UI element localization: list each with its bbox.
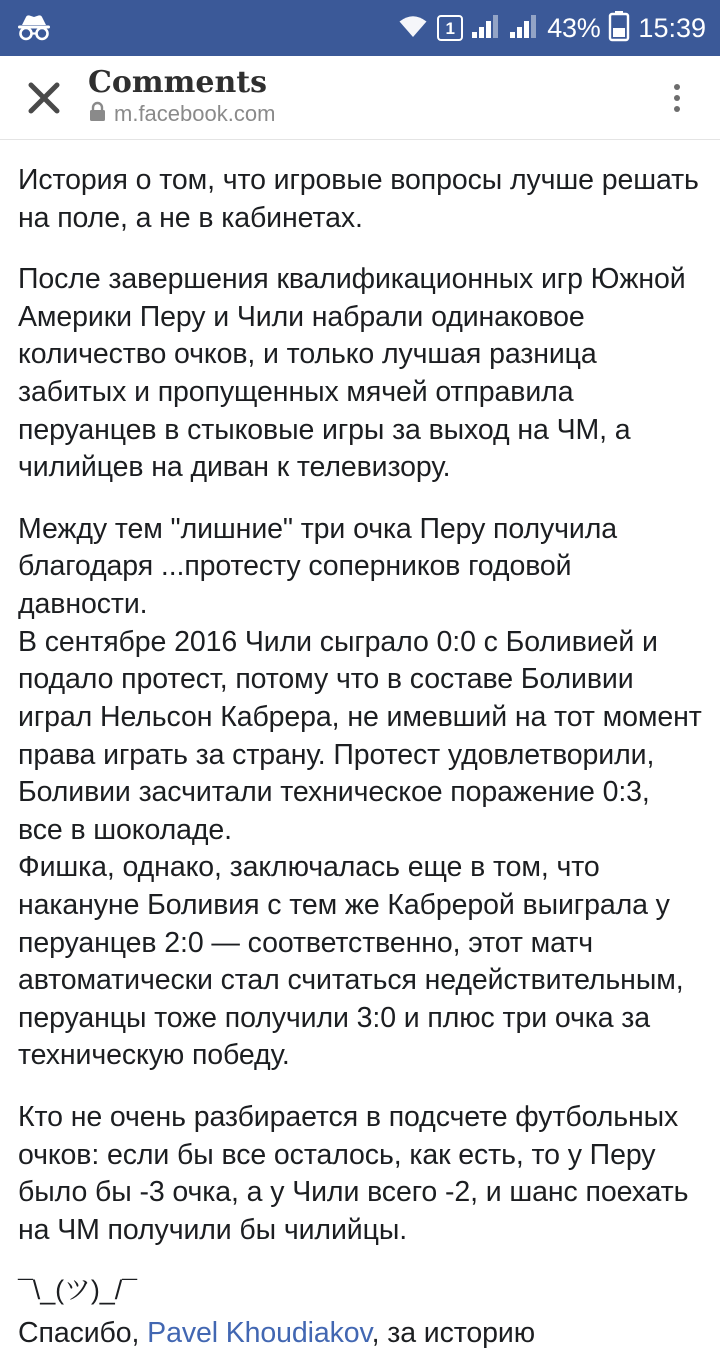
browser-header [0,56,720,140]
close-button[interactable] [18,72,70,124]
post-kaomoji: ¯\_(ツ)_/¯ [18,1275,137,1306]
post-paragraph: Кто не очень разбирается в подсчете футбольных очков: если бы все осталось, как есть, то у Перу было бы -3 очка, а у Чили всего -2, и шанс поехать на ЧМ получили бы чилийцы. [18,1101,689,1246]
credit-profile-link[interactable]: Pavel Khoudiakov [147,1317,372,1350]
battery-icon [608,11,630,46]
battery-percentage: 43% [547,12,601,43]
close-icon [22,76,66,120]
sim-slot-badge: 1 [437,15,463,41]
post-content [0,140,720,1350]
post-paragraph: Фишка, однако, заключалась еще в том, что накануне Боливия с тем же Кабрерой выиграла у перуанцев 2:0 — соответственно, этот матч автоматически стал считаться недействительным, перуанцы тоже получили 3:0 и плюс три очка за техническую победу. [18,851,684,1072]
overflow-menu-icon-dot-2 [674,95,680,101]
lock-icon [88,101,107,128]
signal-bars-icon-1 [471,13,501,44]
signal-bars-icon-2 [509,13,539,44]
post-paragraph: После завершения квалификационных игр Южной Америки Перу и Чили набрали одинаковое количество очков, и только лучшая разница забитых и пропущенных мячей отправила перуанцев в стыковые игры за выход на ЧМ, а чилийцев на диван к телевизору. [18,263,686,484]
url-row[interactable] [88,101,275,128]
url-text: m.facebook.com [114,101,276,127]
overflow-menu-icon-dot-3 [674,106,680,112]
status-bar [0,0,720,56]
post-paragraph: Между тем "лишние" три очка Перу получила благодаря ...протесту соперников годовой давности. [18,512,618,621]
overflow-menu-icon-dot-1 [674,84,680,90]
status-bar-clock: 15:39 [638,12,706,43]
post-paragraph: В сентябре 2016 Чили сыграло 0:0 с Боливией и подало протест, потому что в составе Боливии играл Нельсон Кабрера, не имевший на тот момент права играть за страну. Протест удовлетворили, Боливии засчитали техническое поражение 0:3, все в шоколаде. [18,625,702,846]
post-paragraph: История о том, что игровые вопросы лучше решать на поле, а не в кабинетах. [18,164,699,234]
credit-prefix: Спасибо, [18,1317,148,1350]
overflow-menu-button[interactable] [652,70,702,126]
status-bar-left [14,12,54,45]
credit-suffix: , за историю [371,1317,535,1350]
wifi-icon [397,13,429,44]
status-bar-right [397,11,706,46]
header-text-group [88,67,275,128]
incognito-icon [14,12,54,45]
post-credit [18,1315,702,1353]
page-title: Comments [88,65,268,101]
